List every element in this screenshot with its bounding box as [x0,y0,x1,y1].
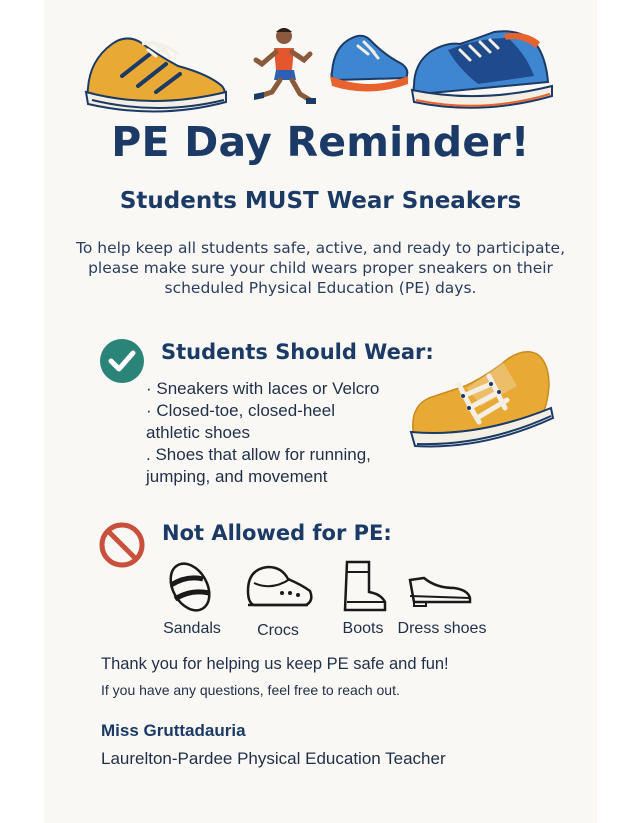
intro-text [62,238,579,298]
sandals-label: Sandals [163,620,221,637]
navy-sneaker-icon [408,28,556,114]
teacher-role: Laurelton-Pardee Physical Education Teacher [101,749,446,768]
flyer-page [44,0,597,823]
dress-shoe-icon [406,570,476,610]
questions-text: If you have any questions, feel free to reach out. [101,682,400,698]
allowed-heading: Students Should Wear: [161,340,434,364]
boots-label: Boots [342,620,384,637]
page-subtitle: Students MUST Wear Sneakers [119,188,522,214]
not-allowed-heading: Not Allowed for PE: [162,521,392,545]
sandal-icon [163,557,217,617]
sneaker-illustration-icon [407,346,557,458]
thanks-text: Thank you for helping us keep PE safe and fun! [101,655,449,673]
boot-icon [341,558,389,616]
list-item: jumping, and movement [146,467,328,486]
intro-line: To help keep all students safe, active, and ready to participate, [76,239,565,257]
croc-icon [242,561,316,615]
intro-line: please make sure your child wears proper sneakers on their [88,259,553,277]
prohibited-icon [97,520,147,570]
yellow-sneaker-icon [82,30,232,116]
list-item: athletic shoes [146,423,250,442]
dress-shoes-label: Dress shoes [397,620,487,637]
list-item: . Shoes that allow for running, [146,445,371,464]
teacher-name: Miss Gruttadauria [101,721,246,740]
list-item: · Sneakers with laces or Velcro [146,379,380,398]
blue-sneaker-icon [328,32,412,98]
list-item: · Closed-toe, closed-heel [146,401,335,420]
crocs-label: Crocs [257,622,299,639]
allowed-list [146,378,416,488]
page-title: PE Day Reminder! [111,118,530,166]
check-circle-icon [98,337,146,385]
running-kid-icon [248,26,322,110]
intro-line: scheduled Physical Education (PE) days. [164,279,477,297]
